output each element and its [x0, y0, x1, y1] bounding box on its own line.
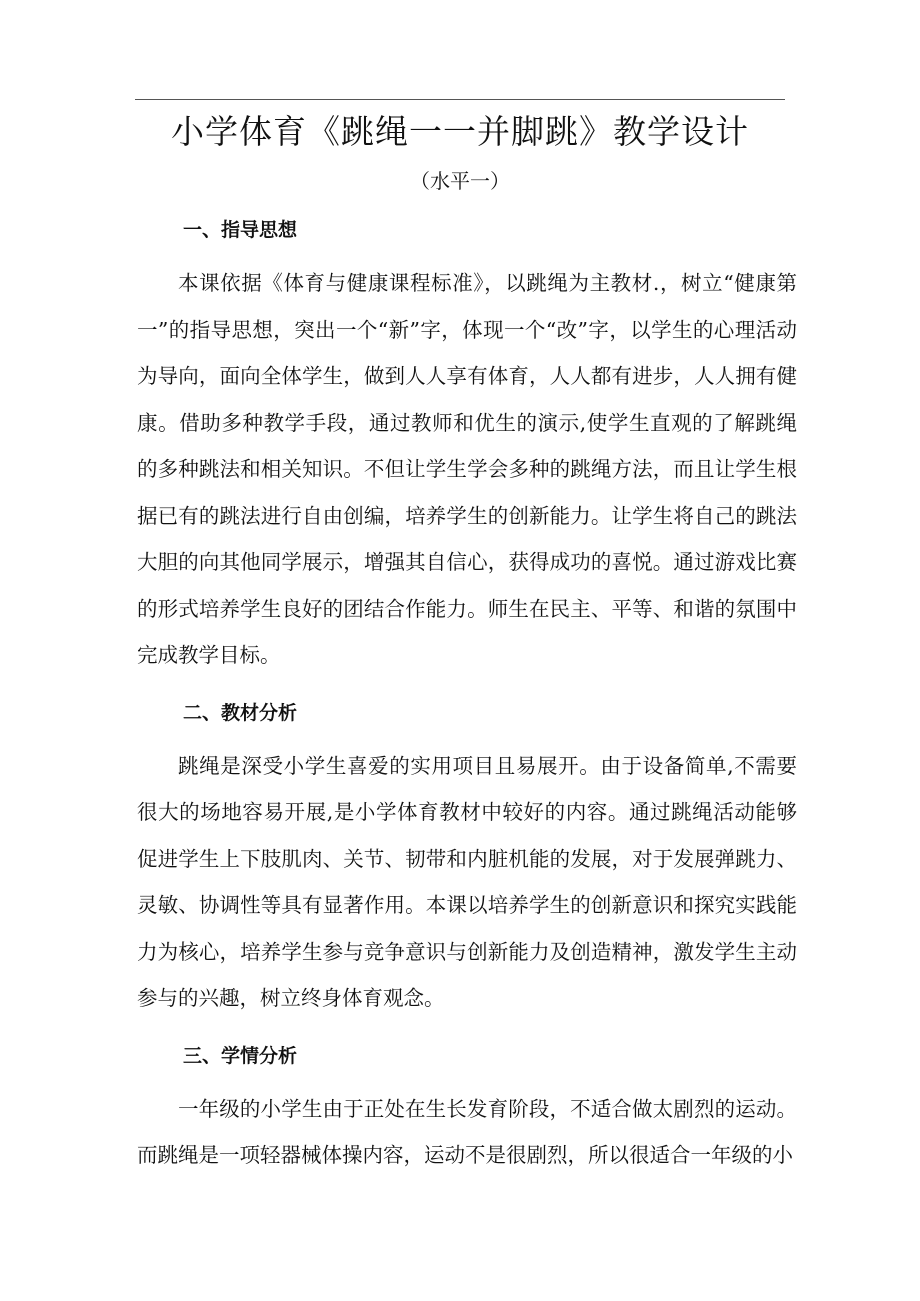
document-title: 小学体育《跳绳一一并脚跳》教学设计 — [171, 112, 749, 151]
section-paragraph: 本课依据《体育与健康课程标准》，以跳绳为主教材.，树立“健康第一”的指导思想，突出一个“新”字，体现一个“改”字，以学生的心理活动为导向，面向全体学生，做到人人享有体育，人人都有进步，人人拥有健康。借助多种教学手段，通过教师和优生的演示,使学生直观的了解跳绳的多种跳法和相关知识。不但让学生学会多种的跳绳方法，而且让学生根据已有的跳法进行自由创编，培养学生的创新能力。让学生将自己的跳法大胆的向其他同学展示，增强其自信心，获得成功的喜悦。通过游戏比赛的形式培养学生良好的团结合作能力。师生在民主、平等、和谐的氛围中完成教学目标。 — [137, 271, 797, 667]
document-subtitle: （水平一） — [410, 169, 510, 193]
section-paragraph: 跳绳是深受小学生喜爱的实用项目且易展开。由于设备简单,不需要很大的场地容易开展,是小学体育教材中较好的内容。通过跳绳活动能够促进学生上下肢肌肉、关节、韧带和内脏机能的发展，对于发展弹跳力、灵敏、协调性等具有显著作用。本课以培养学生的创新意识和探究实践能力为核心，培养学生参与竞争意识与创新能力及创造精神，激发学生主动参与的兴趣，树立终身体育观念。 — [137, 753, 797, 1010]
section-heading: 三、学情分析 — [183, 1044, 298, 1067]
section-guiding-ideology — [137, 212, 797, 679]
document-body — [137, 212, 797, 1195]
section-heading: 二、教材分析 — [183, 701, 298, 724]
section-student-analysis — [137, 1038, 797, 1179]
section-heading: 一、指导思想 — [183, 219, 298, 241]
section-paragraph: 一年级的小学生由于正处在生长发育阶段，不适合做太剧烈的运动。而跳绳是一项轻器械体操内容，运动不是很剧烈，所以很适合一年级的小 — [137, 1096, 797, 1167]
header-rule — [135, 99, 785, 100]
section-material-analysis — [137, 695, 797, 1022]
